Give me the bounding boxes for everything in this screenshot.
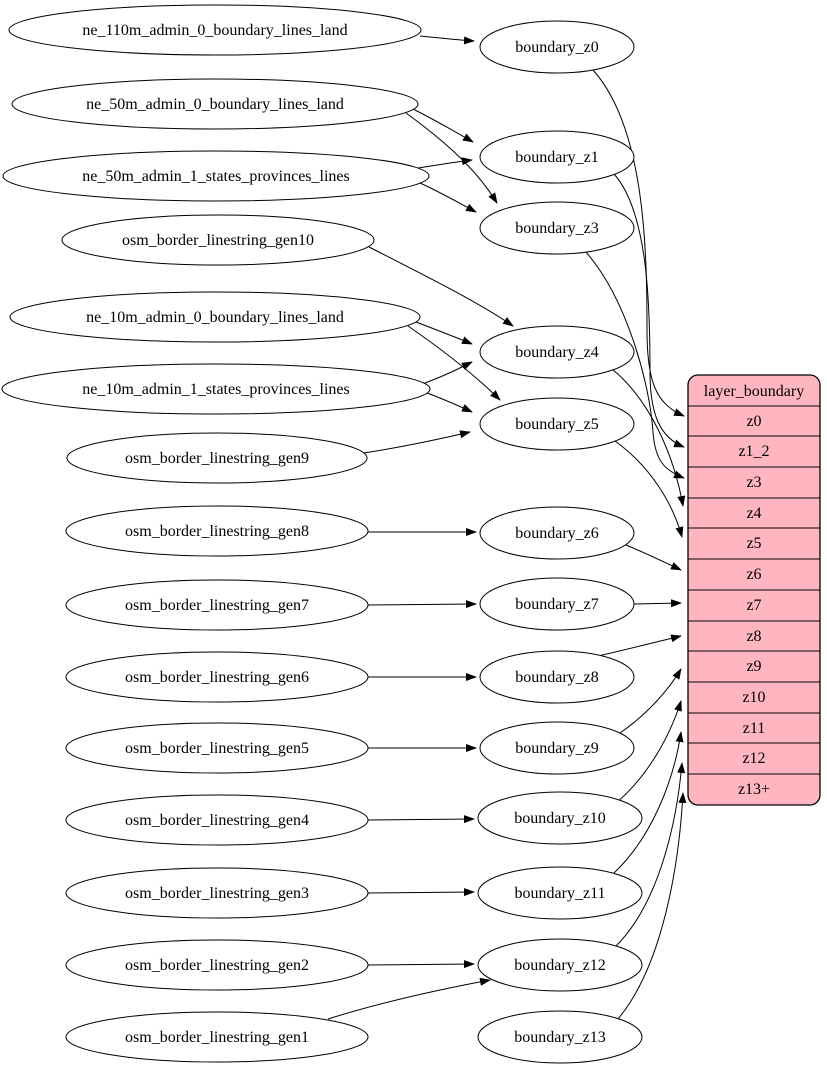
node-label: boundary_z6 <box>515 525 599 542</box>
table-row-z4: z4 <box>746 505 762 522</box>
node-label: boundary_z7 <box>515 596 599 613</box>
node-boundary_z4 <box>480 326 634 378</box>
table-row-z9: z9 <box>746 658 762 675</box>
table-row-z0: z0 <box>746 413 762 430</box>
node-boundary_z5 <box>480 398 634 450</box>
node-label: osm_border_linestring_gen7 <box>125 597 309 614</box>
node-label: boundary_z0 <box>515 39 599 56</box>
node-boundary_z0 <box>480 21 634 73</box>
node-osm_border_linestring_gen5 <box>66 723 368 773</box>
node-label: ne_50m_admin_1_states_provinces_lines <box>82 168 350 185</box>
node-osm_border_linestring_gen10 <box>62 215 374 265</box>
node-label: osm_border_linestring_gen6 <box>125 669 309 686</box>
node-label: osm_border_linestring_gen4 <box>125 812 309 829</box>
table-row-z10: z10 <box>742 689 766 706</box>
table-row-z13plus: z13+ <box>737 781 771 798</box>
node-boundary_z12 <box>478 939 642 991</box>
node-osm_border_linestring_gen7 <box>66 580 368 630</box>
node-boundary_z1 <box>480 131 634 183</box>
node-osm_border_linestring_gen1 <box>66 1012 368 1062</box>
node-osm_border_linestring_gen6 <box>66 652 368 702</box>
table-layer_boundary <box>688 375 820 805</box>
table-row-z12: z12 <box>742 750 766 767</box>
table-row-z11: z11 <box>742 720 766 737</box>
table-row-z5: z5 <box>746 535 762 552</box>
node-boundary_z6 <box>480 507 634 559</box>
node-boundary_z9 <box>480 722 634 774</box>
node-osm_border_linestring_gen4 <box>66 795 368 845</box>
table-row-z7: z7 <box>746 597 762 614</box>
node-boundary_z13 <box>478 1011 642 1063</box>
node-boundary_z11 <box>478 867 642 919</box>
table-row-z3: z3 <box>746 474 762 491</box>
node-osm_border_linestring_gen3 <box>66 868 368 918</box>
node-osm_border_linestring_gen9 <box>67 433 367 483</box>
node-label: ne_110m_admin_0_boundary_lines_land <box>82 22 348 39</box>
node-label: boundary_z11 <box>514 885 606 902</box>
table-row-z1_2: z1_2 <box>738 443 770 460</box>
node-boundary_z7 <box>480 578 634 630</box>
node-label: osm_border_linestring_gen10 <box>122 232 314 249</box>
node-label: boundary_z4 <box>515 344 599 361</box>
node-osm_border_linestring_gen8 <box>66 506 368 556</box>
node-label: boundary_z3 <box>515 220 599 237</box>
node-label: osm_border_linestring_gen3 <box>125 885 309 902</box>
node-ne_50m_admin_0_boundary_lines_land <box>12 79 418 129</box>
node-ne_10m_admin_1_states_provinces_lines <box>2 364 430 414</box>
node-ne_50m_admin_1_states_provinces_lines <box>3 151 429 201</box>
node-label: boundary_z13 <box>514 1029 606 1046</box>
node-boundary_z8 <box>480 651 634 703</box>
node-ne_10m_admin_0_boundary_lines_land <box>10 292 420 342</box>
node-osm_border_linestring_gen2 <box>66 940 368 990</box>
node-label: boundary_z12 <box>514 957 606 974</box>
node-boundary_z3 <box>480 202 634 254</box>
node-label: osm_border_linestring_gen5 <box>125 740 309 757</box>
node-label: ne_10m_admin_0_boundary_lines_land <box>86 309 344 326</box>
node-label: osm_border_linestring_gen1 <box>125 1029 309 1046</box>
node-ne_110m_admin_0_boundary_lines_land <box>9 5 421 55</box>
node-label: boundary_z10 <box>514 810 606 827</box>
table-row-z6: z6 <box>746 566 762 583</box>
node-label: osm_border_linestring_gen2 <box>125 957 309 974</box>
node-label: boundary_z5 <box>515 416 599 433</box>
node-label: osm_border_linestring_gen9 <box>125 450 309 467</box>
node-boundary_z10 <box>478 792 642 844</box>
node-label: ne_50m_admin_0_boundary_lines_land <box>86 96 344 113</box>
node-label: ne_10m_admin_1_states_provinces_lines <box>82 381 350 398</box>
node-label: osm_border_linestring_gen8 <box>125 523 309 540</box>
table-row-z8: z8 <box>746 628 762 645</box>
node-label: boundary_z1 <box>515 149 599 166</box>
node-label: boundary_z8 <box>515 669 599 686</box>
node-label: boundary_z9 <box>515 740 599 757</box>
table-title: layer_boundary <box>703 383 805 400</box>
